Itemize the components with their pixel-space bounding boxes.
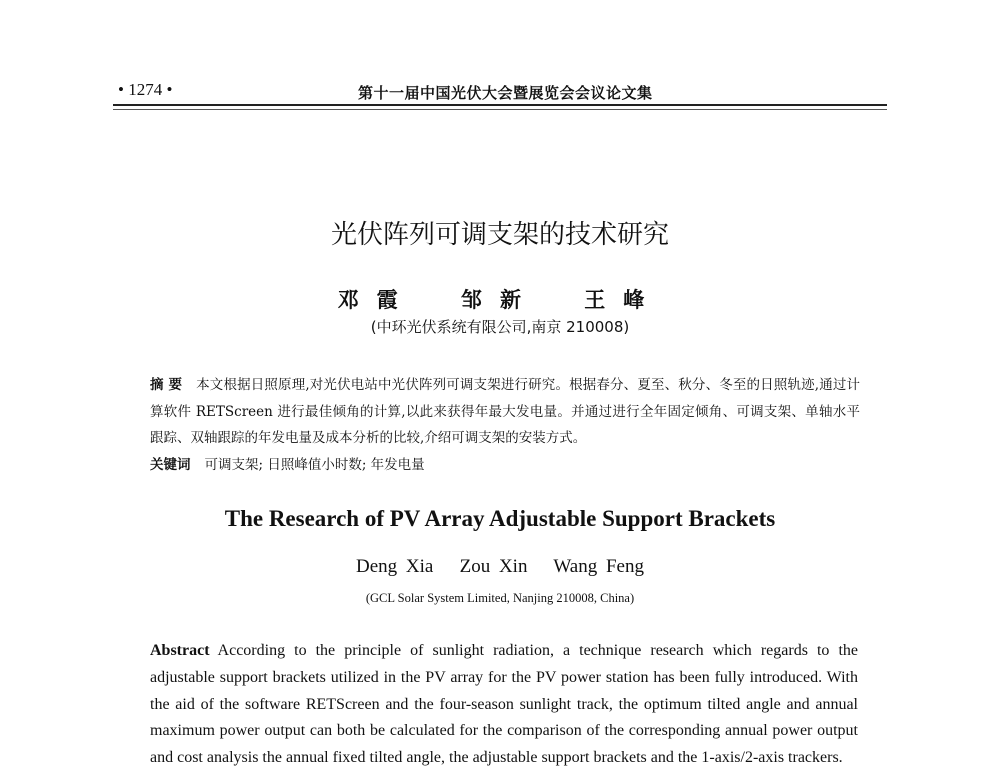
affiliation-chinese: (中环光伏系统有限公司,南京 210008) (370, 318, 630, 336)
header-rule (113, 104, 887, 106)
keywords-text: 可调支架; 日照峰值小时数; 年发电量 (204, 456, 425, 473)
authors-chinese: 邓霞 邹新 王峰 (337, 287, 663, 312)
abstract-english (150, 638, 858, 772)
title-chinese: 光伏阵列可调支架的技术研究 (330, 220, 669, 250)
abstract-text-english: According to the principle of sunlight radiation, a technique research which regards to the adjustable support brackets utilized in the PV array for the PV power station has been fully introduced. With the aid of the software RETScreen and the four-season sunlight track, the optimum tilted angle and annual maximum power output can both be calculated for the comparison of the corresponding annual power output and cost analysis the annual fixed tilted angle, the adjustable support brackets and the 1-axis/2-axis trackers. (150, 642, 858, 767)
header-rule-thin (113, 109, 887, 110)
running-title: 第十一届中国光伏大会暨展览会会议论文集 (358, 84, 653, 102)
page-number: • 1274 • (118, 80, 173, 99)
abstract-text-chinese: 本文根据日照原理,对光伏电站中光伏阵列可调支架进行研究。根据春分、夏至、秋分、冬至的日照轨迹,通过计算软件 RETScreen 进行最佳倾角的计算,以此来获得年最大发电量。并通过进行全年固定倾角、可调支架、单轴水平跟踪、双轴跟踪的年发电量及成本分析的比较,介绍可调支架的安装方式。 (150, 377, 860, 446)
title-english: The Research of PV Array Adjustable Support Brackets (224, 506, 776, 531)
keywords-label: 关键词 (150, 456, 191, 473)
abstract-label-chinese: 摘 要 (150, 377, 183, 393)
abstract-label-english: Abstract (150, 642, 210, 659)
authors-english: Deng Xia Zou Xin Wang Feng (356, 556, 644, 577)
affiliation-english: (GCL Solar System Limited, Nanjing 210008, China) (365, 591, 635, 605)
abstract-chinese (150, 372, 860, 478)
